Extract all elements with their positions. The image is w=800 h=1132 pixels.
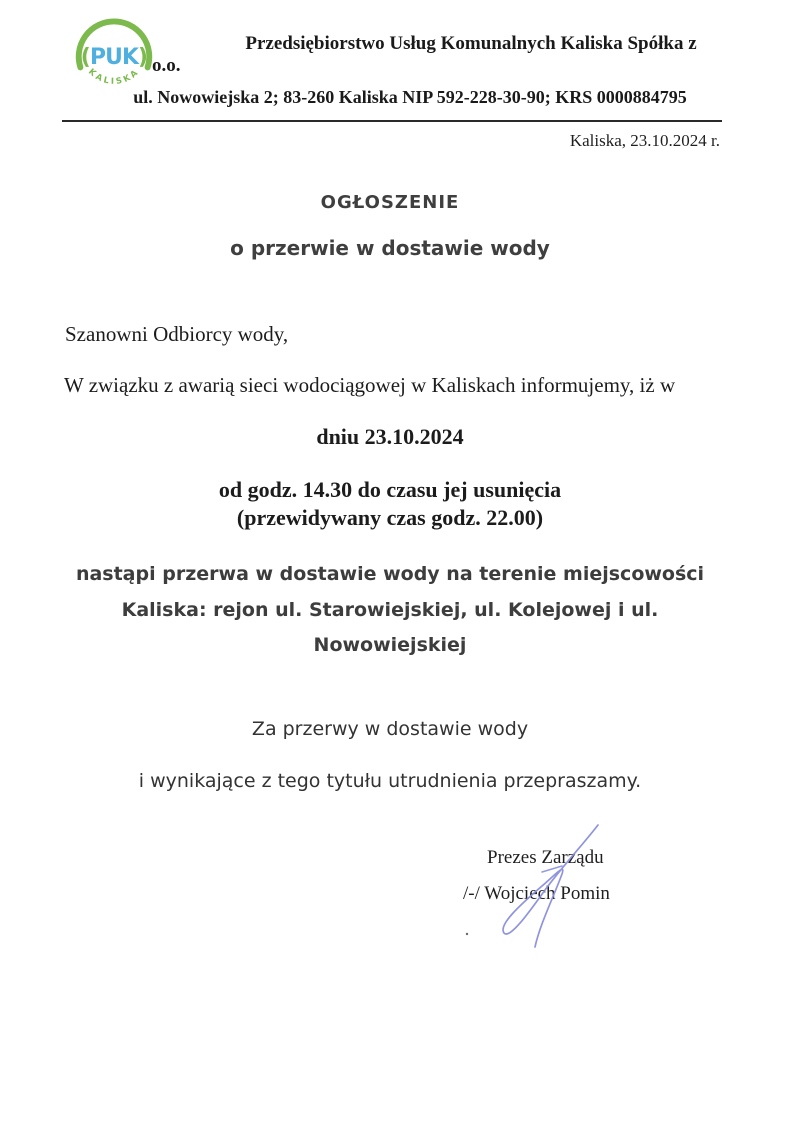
intro-sentence: W związku z awarią sieci wodociągowej w Kaliskach informujemy, iż w bbox=[64, 373, 676, 397]
affected-area-line3: Nowowiejskiej bbox=[313, 634, 467, 656]
outage-time-line2: (przewidywany czas godz. 22.00) bbox=[236, 505, 544, 530]
document-date: Kaliska, 23.10.2024 r. bbox=[569, 131, 720, 150]
outage-date: dniu 23.10.2024 bbox=[316, 424, 464, 449]
logo-ring-text: KALISKA bbox=[86, 66, 142, 86]
company-name-line1: Przedsiębiorstwo Usług Komunalnych Kaliska Spółka z bbox=[245, 33, 697, 54]
logo-acronym: (PUK) bbox=[80, 45, 148, 71]
signer-role: Prezes Zarządu bbox=[487, 847, 604, 868]
puk-kaliska-logo bbox=[72, 11, 156, 97]
salutation: Szanowni Odbiorcy wody, bbox=[65, 322, 289, 346]
outage-time-line1: od godz. 14.30 do czasu jej usunięcia bbox=[218, 477, 562, 502]
puk-logo-icon bbox=[72, 11, 156, 97]
affected-area-line1: nastąpi przerwa w dostawie wody na terenie miejscowości bbox=[75, 563, 705, 585]
company-name-line2: o.o. bbox=[152, 55, 181, 76]
company-address-line: ul. Nowowiejska 2; 83-260 Kaliska NIP 592-228-30-90; KRS 0000884795 bbox=[133, 87, 687, 107]
apology-line1: Za przerwy w dostawie wody bbox=[251, 718, 529, 740]
header-divider bbox=[62, 120, 722, 122]
notice-title: OGŁOSZENIE bbox=[320, 192, 460, 213]
signer-name: /-/ Wojciech Pomin bbox=[463, 883, 610, 904]
apology-line2: i wynikające z tego tytułu utrudnienia przepraszamy. bbox=[138, 770, 642, 792]
signature-ink-dot bbox=[466, 933, 468, 935]
notice-subtitle: o przerwie w dostawie wody bbox=[230, 236, 550, 260]
affected-area-line2: Kaliska: rejon ul. Starowiejskiej, ul. Kolejowej i ul. bbox=[121, 599, 659, 621]
